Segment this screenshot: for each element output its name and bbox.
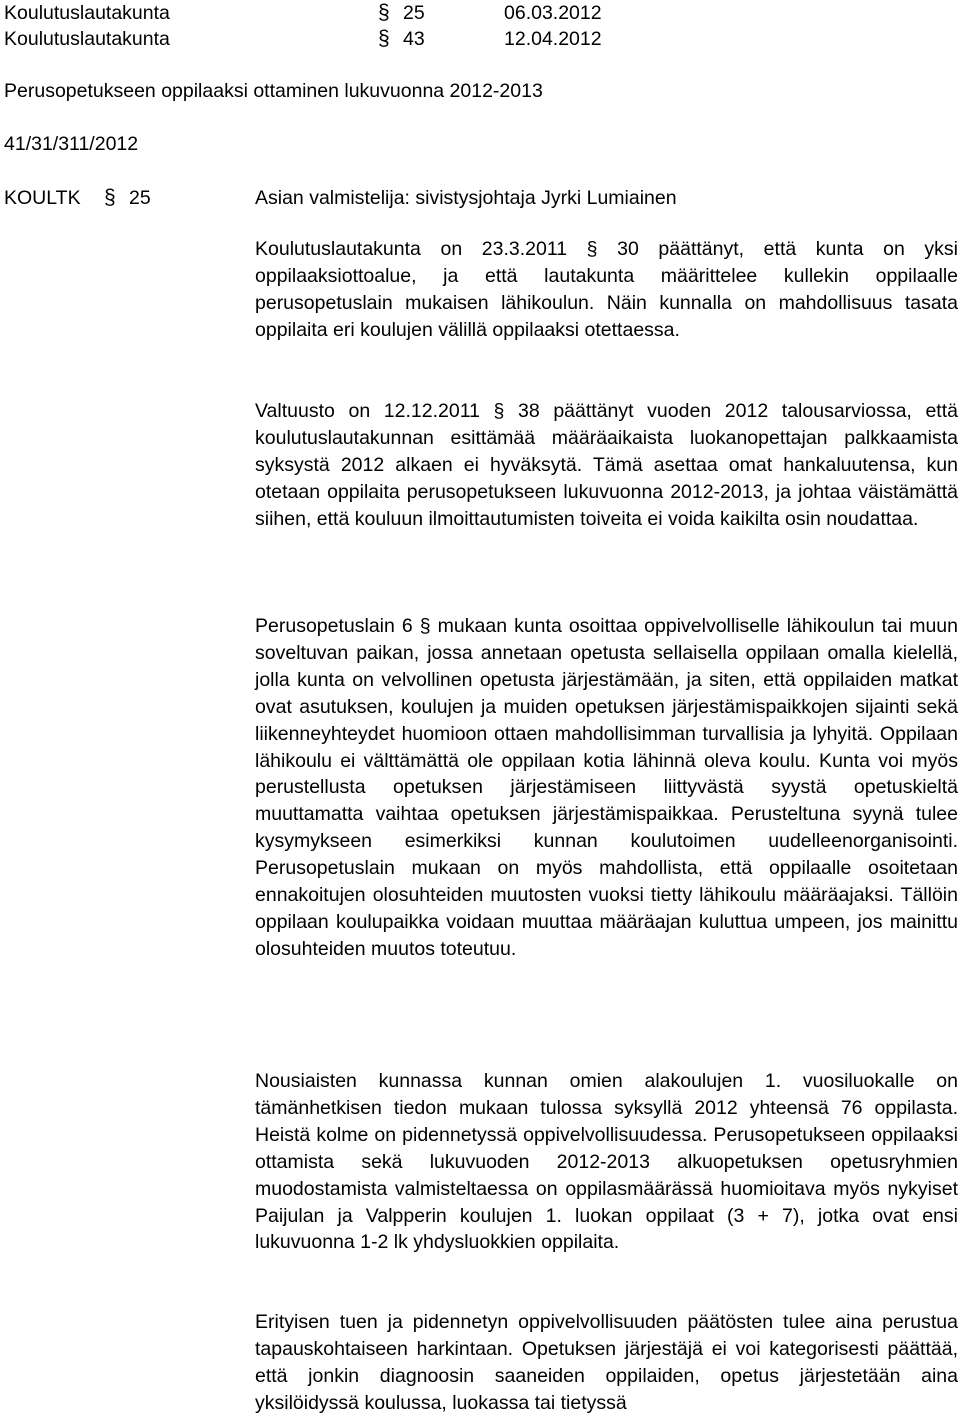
header-date-2: 12.04.2012 bbox=[504, 28, 602, 50]
document-title: Perusopetukseen oppilaaksi ottaminen lukuvuonna 2012-2013 bbox=[4, 80, 543, 102]
paragraph-5: Erityisen tuen ja pidennetyn oppivelvollisuuden päätösten tulee aina perustua tapauskohtaiseen harkintaan. Opetuksen järjestäjä ei voi kategorisesti päättää, että jonkin diagnoosin saaneiden oppilaiden, opetus järjestetään aina yksilöidyssä koulussa, luokassa tai tietyssä bbox=[255, 1311, 958, 1414]
header-body-2: Koulutuslautakunta bbox=[4, 28, 170, 50]
case-number: 41/31/311/2012 bbox=[4, 133, 139, 155]
preparer: Asian valmistelija: sivistysjohtaja Jyrki Lumiainen bbox=[255, 187, 677, 209]
header-date-1: 06.03.2012 bbox=[504, 2, 602, 24]
paragraph-3: Perusopetuslain 6 § mukaan kunta osoittaa oppivelvolliselle lähikoulun tai muun soveltuvan paikan, jossa annetaan opetusta sellaisella oppilaan omalla kielellä, jolla kunta on velvollinen opetusta järjestämään, ja siten, että oppilaiden matkat ovat asutuksen, koulujen ja muiden opetuksen järjestämispaikkojen sijainti sekä liikenneyhteydet huomioon ottaen mahdollisimman turvallisia ja lyhyitä. Oppilaan lähikoulu ei välttämättä ole oppilaan kotia lähinnä oleva koulu. Kunta voi myös perustellusta opetuksen järjestämiseen liittyvästä syystä opetuskieltä muuttamatta vaihtaa opetuksen järjestämispaikkaa. Perusteltuna syynä tulee kysymykseen esimerkiksi kunnan koulutoimen uudelleenorganisointi. Perusopetuslain mukaan on myös mahdollista, että oppilaalle osoitetaan ennakoitujen olosuhteiden muutosten vuoksi tietty lähikoulu määräajaksi. Tällöin oppilaan koulupaikka voidaan muuttaa määräajan kuluttua umpeen, jos mainittu olosuhteiden muutos toteutuu. bbox=[255, 615, 958, 960]
header-number-2: 43 bbox=[403, 28, 425, 50]
header-section-sign-1: § bbox=[378, 1, 390, 24]
header-body-1: Koulutuslautakunta bbox=[4, 2, 170, 24]
paragraph-1: Koulutuslautakunta on 23.3.2011 § 30 päättänyt, että kunta on yksi oppilaaksiottoalue, ja että lautakunta määrittelee kullekin oppilaalle perusopetuslain mukaisen lähikoulun. Näin kunnalla on mahdollisuus tasata oppilaita eri koulujen välillä oppilaaksi otettaessa. bbox=[255, 238, 958, 341]
item-section-sign: § bbox=[104, 186, 116, 209]
item-number: 25 bbox=[129, 187, 151, 209]
item-label: KOULTK bbox=[4, 187, 81, 209]
header-number-1: 25 bbox=[403, 2, 425, 24]
paragraph-2: Valtuusto on 12.12.2011 § 38 päättänyt vuoden 2012 talousarviossa, että koulutuslautakunnan esittämää määräaikaista luokanopettajan palkkaamista syksystä 2012 alkaen ei hyväksytä. Tämä asettaa omat hankaluutensa, kun otetaan oppilaita perusopetukseen lukuvuonna 2012-2013, ja johtaa väistämättä siihen, että kouluun ilmoittautumisten toiveita ei voida kaikilta osin noudattaa. bbox=[255, 400, 958, 530]
paragraph-4: Nousiaisten kunnassa kunnan omien alakoulujen 1. vuosiluokalle on tämänhetkisen tiedon mukaan tulossa syksyllä 2012 yhteensä 76 oppilasta. Heistä kolme on pidennetyssä oppivelvollisuudessa. Perusopetukseen oppilaaksi ottamista sekä lukuvuoden 2012-2013 alkuopetuksen opetusryhmien muodostamista valmisteltaessa on oppilasmäärässä huomioitava myös nykyiset Paijulan ja Valpperin koulujen 1. luokan oppilaat (3 + 7), jotka ovat ensi lukuvuonna 1-2 lk yhdysluokkien oppilaita. bbox=[255, 1070, 958, 1254]
header-section-sign-2: § bbox=[378, 27, 390, 50]
